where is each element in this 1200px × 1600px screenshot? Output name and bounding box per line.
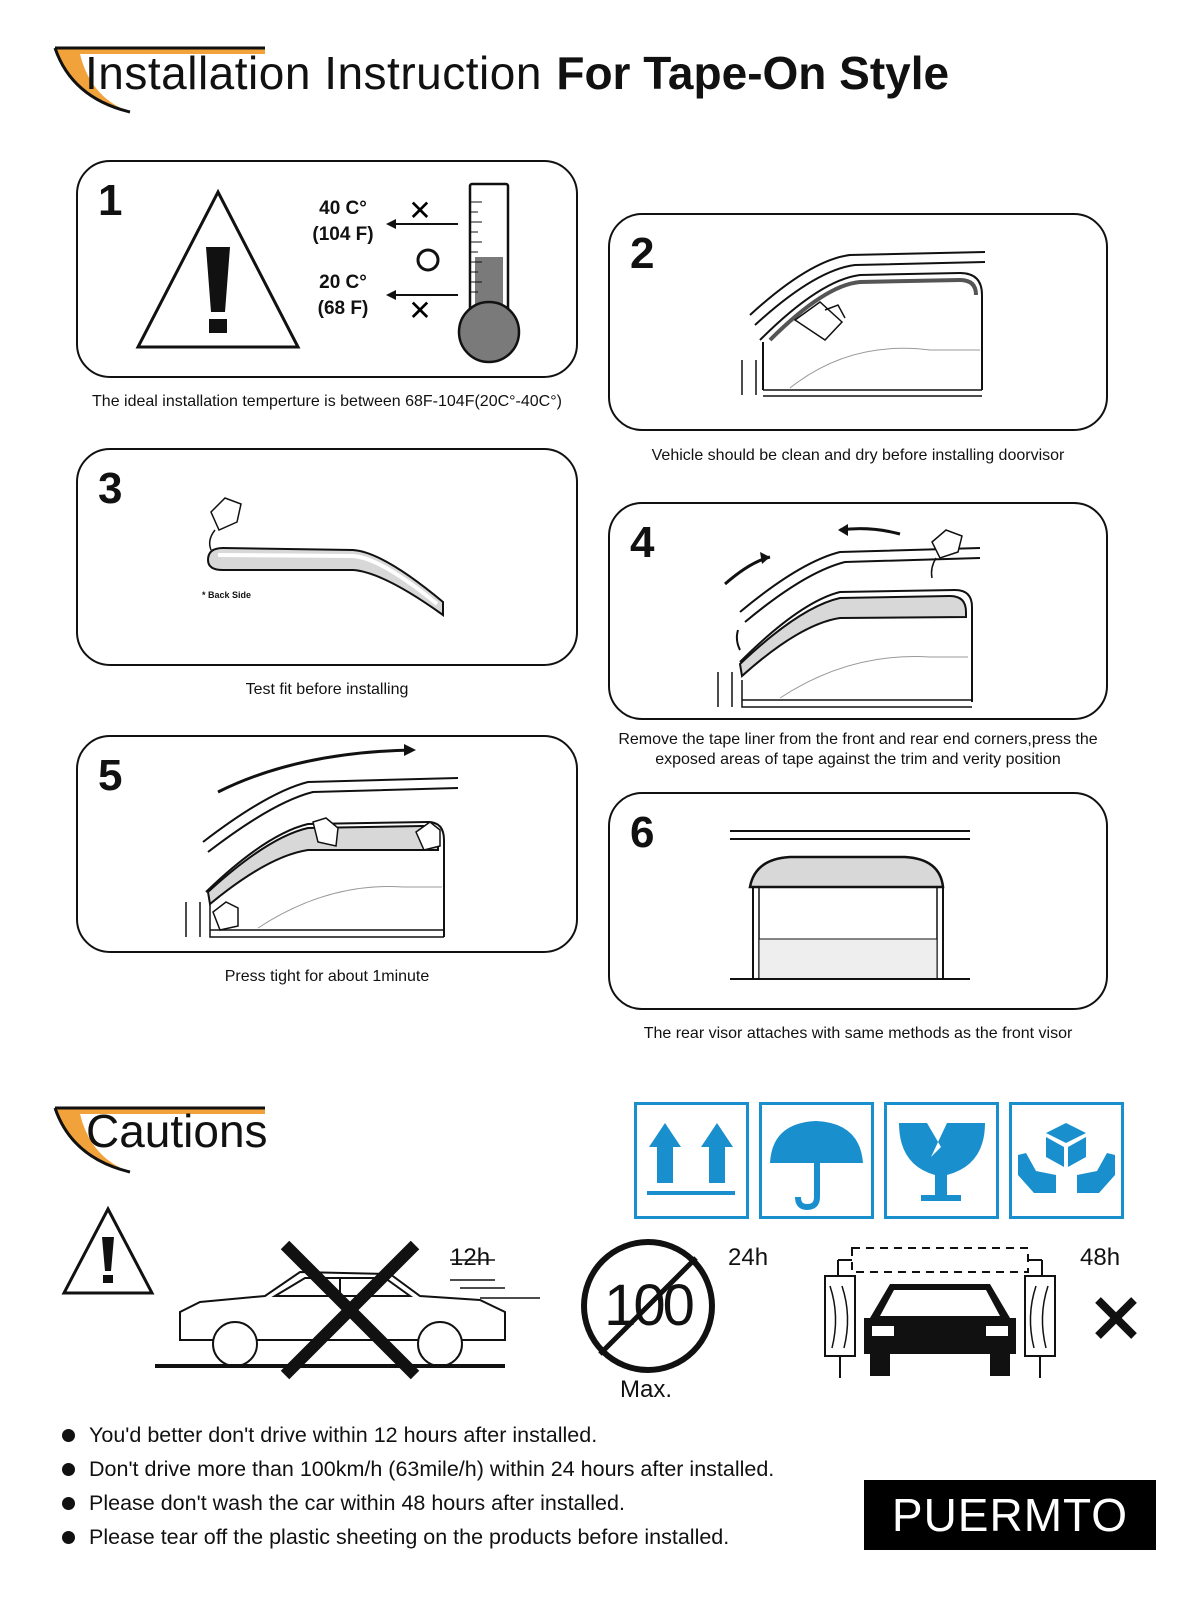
label-24h: 24h (728, 1244, 769, 1271)
step-4-caption-line2: exposed areas of tape against the trim and verity position (655, 751, 1061, 768)
step-6-caption: The rear visor attaches with same methods as the front visor (643, 1025, 1073, 1042)
label-12h: 12h (450, 1244, 491, 1271)
thermometer-icon (378, 172, 568, 372)
step-5-illustration (178, 742, 478, 942)
label-max: Max. (620, 1376, 673, 1403)
step-6-number: 6 (630, 808, 655, 857)
step-3-number: 3 (98, 464, 123, 513)
step-5-box (76, 735, 578, 953)
label-48h: 48h (1080, 1244, 1121, 1271)
warning-icon (60, 1205, 156, 1297)
temp-low-c: 20 C° (319, 272, 367, 293)
page-title (85, 46, 949, 100)
cross-icon: ✕ (408, 294, 432, 327)
keep-dry-icon (759, 1102, 874, 1219)
step-4-number: 4 (630, 518, 655, 567)
step-5-caption: Press tight for about 1minute (224, 968, 430, 985)
list-item: Please don't wash the car within 48 hours after installed. (62, 1486, 774, 1520)
warning-icon (133, 187, 303, 352)
step-3-box (76, 448, 578, 666)
speed-limit-value: 100 (604, 1273, 692, 1338)
this-way-up-icon (634, 1102, 749, 1219)
cross-icon: ✕ (408, 194, 432, 227)
cloth-hand-icon (795, 302, 845, 340)
step-2-caption: Vehicle should be clean and dry before installing doorvisor (651, 447, 1065, 464)
brand-logo: PUERMTO (864, 1480, 1156, 1550)
step-4-box (608, 502, 1108, 720)
step-2-number: 2 (630, 229, 655, 278)
cross-icon (1092, 1294, 1140, 1342)
step-3-caption: Test fit before installing (245, 681, 409, 698)
list-item: Please tear off the plastic sheeting on the products before installed. (62, 1520, 774, 1554)
step-4-caption (600, 730, 1116, 770)
fragile-icon (884, 1102, 999, 1219)
step-1-caption: The ideal installation temperture is between 68F-104F(20C°-40C°) (92, 393, 562, 410)
step-5-number: 5 (98, 751, 123, 800)
hand-peel-icon (932, 530, 963, 578)
no-car-wash-icon (820, 1236, 1060, 1381)
temp-high-c: 40 C° (319, 198, 367, 219)
step-6-illustration (725, 819, 985, 989)
step-2-illustration (730, 240, 990, 410)
temp-high-f: (104 F) (312, 224, 374, 245)
title-bold: For Tape-On Style (556, 47, 950, 99)
back-side-note: * Back Side (202, 590, 252, 600)
cautions-title: Cautions (86, 1105, 268, 1157)
title-light: Installation Instruction (85, 47, 542, 99)
step-3-illustration (193, 480, 463, 640)
temp-low-f: (68 F) (317, 298, 369, 319)
step-1-number: 1 (98, 176, 123, 225)
list-item: You'd better don't drive within 12 hours after installed. (62, 1418, 774, 1452)
caution-list (62, 1418, 774, 1554)
list-item: Don't drive more than 100km/h (63mile/h) within 24 hours after installed. (62, 1452, 774, 1486)
step-4-illustration (710, 512, 1010, 712)
handle-with-care-icon (1009, 1102, 1124, 1219)
hand-peel-icon (210, 498, 241, 550)
step-1-box (76, 160, 578, 378)
step-4-caption-line1: Remove the tape liner from the front and rear end corners,press the (618, 731, 1098, 748)
step-6-box (608, 792, 1108, 1010)
step-2-box (608, 213, 1108, 431)
ok-circle-icon (418, 250, 438, 270)
